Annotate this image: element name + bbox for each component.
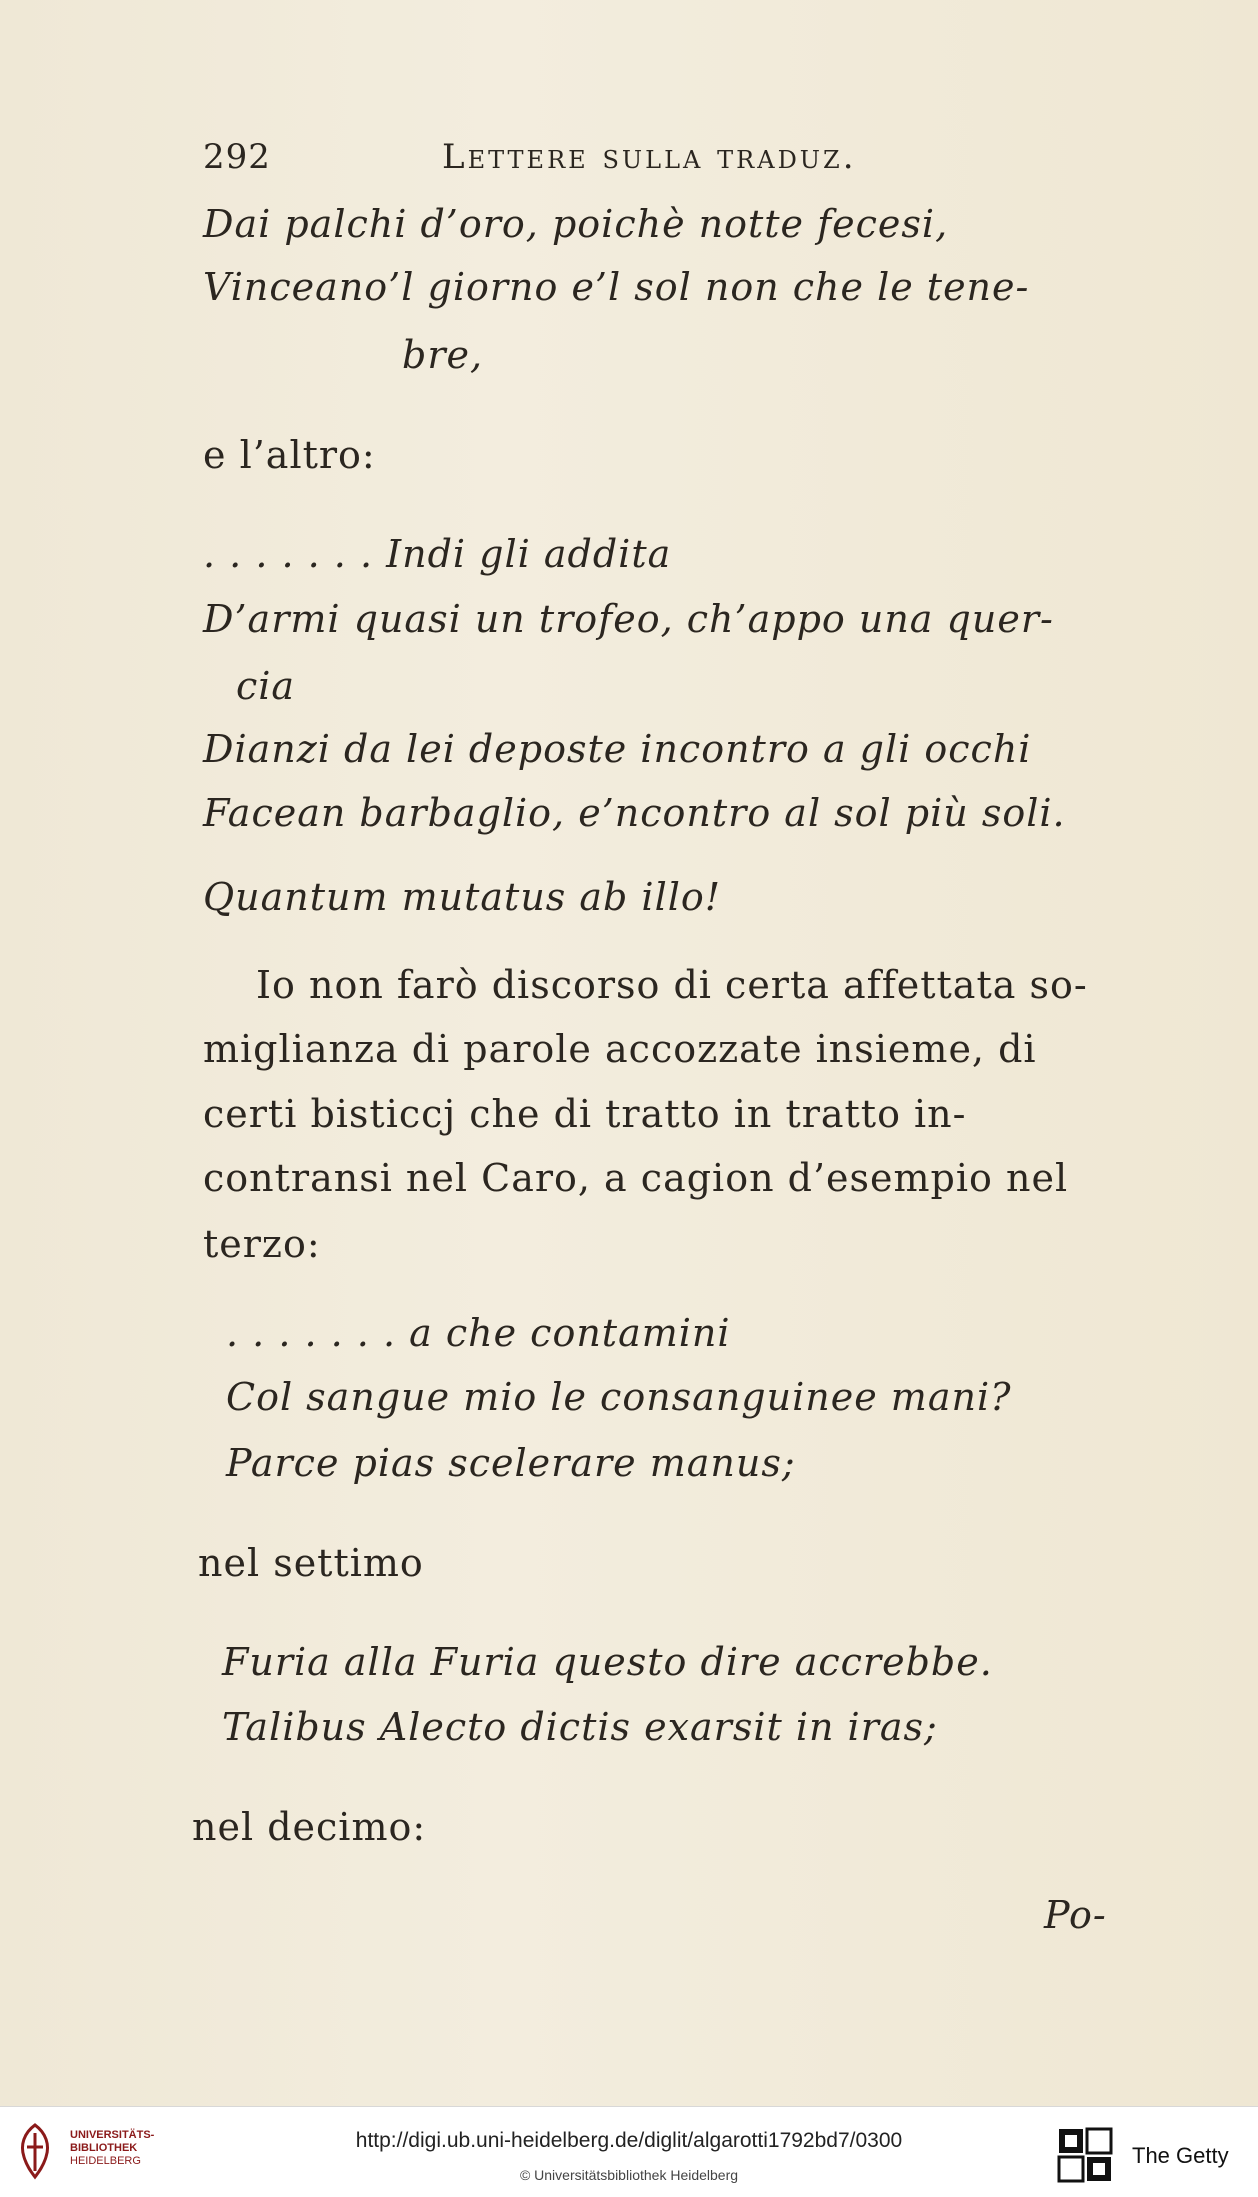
verse-line: Furia alla Furia questo dire accrebbe. <box>222 1640 993 1684</box>
viewer-footer <box>0 2106 1258 2197</box>
permalink-url[interactable]: http://digi.ub.uni-heidelberg.de/diglit/algarotti1792bd7/0300 <box>355 2129 903 2152</box>
prose-line: Io non farò discorso di certa affettata so- <box>256 963 1088 1007</box>
library-name: UNIVERSITÄTS- BIBLIOTHEK HEIDELBERG <box>70 2129 155 2167</box>
prose-line: terzo: <box>203 1222 321 1266</box>
prose-line: certi bisticcj che di tratto in tratto in- <box>203 1092 967 1136</box>
verse-line: Facean barbaglio, e’ncontro al sol più soli. <box>203 791 1066 835</box>
catchword: Po- <box>1044 1893 1107 1937</box>
prose-line: nel decimo: <box>192 1805 427 1849</box>
prose-line: miglianza di parole accozzate insieme, di <box>203 1027 1037 1071</box>
verse-line: Col sangue mio le consanguinee mani? <box>226 1375 1012 1419</box>
partner-name: The Getty <box>1132 2143 1229 2168</box>
prose-line: nel settimo <box>198 1541 424 1585</box>
verse-line: Dianzi da lei deposte incontro a gli occhi <box>203 727 1032 771</box>
page-number: 292 <box>203 137 271 177</box>
verse-line: bre, <box>402 333 484 377</box>
verse-line: . . . . . . . Indi gli addita <box>203 532 672 576</box>
verse-line: cia <box>236 664 296 708</box>
verse-line: Talibus Alecto dictis exarsit in iras; <box>222 1705 938 1749</box>
verse-line: Parce pias scelerare manus; <box>226 1441 796 1485</box>
verse-line: Quantum mutatus ab illo! <box>203 875 722 919</box>
prose-line: contransi nel Caro, a cagion d’esempio nel <box>203 1156 1069 1200</box>
prose-line: e l’altro: <box>203 433 376 477</box>
verse-line: Vinceano’l giorno e’l sol non che le tene- <box>203 265 1030 309</box>
verse-line: . . . . . . . a che contamini <box>226 1311 731 1355</box>
getty-logo-icon <box>1057 2127 1113 2183</box>
verse-line: Dai palchi d’oro, poichè notte fecesi, <box>203 202 949 246</box>
copyright-notice: © Universitätsbibliothek Heidelberg <box>519 2167 739 2183</box>
running-title: Lettere sulla traduz. <box>442 137 857 177</box>
verse-line: D’armi quasi un trofeo, ch’appo una quer- <box>203 597 1054 641</box>
